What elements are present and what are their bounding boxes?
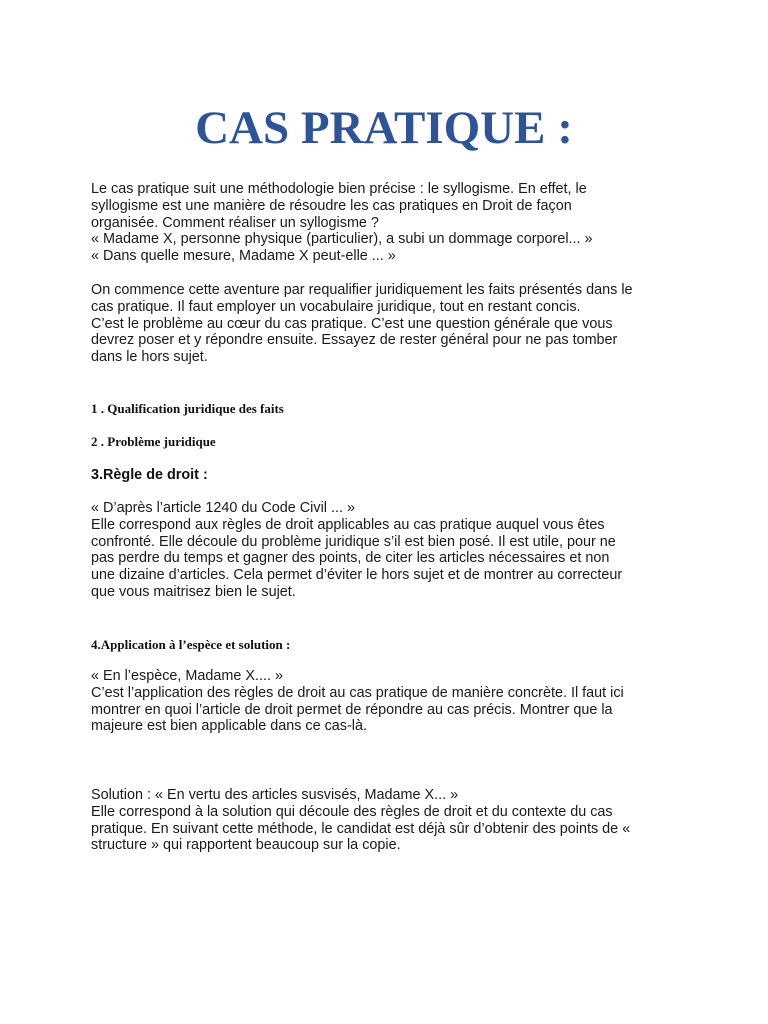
- text-line: Elle correspond à la solution qui découle des règles de droit et du contexte du cas: [91, 803, 613, 820]
- section-heading-regle: 3.Règle de droit :: [91, 467, 208, 483]
- text-line: confronté. Elle découle du problème juridique s’il est bien posé. Il est utile, pour ne: [91, 533, 616, 550]
- text-line: syllogisme est une manière de résoudre les cas pratiques en Droit de façon: [91, 197, 572, 214]
- text-line: dans le hors sujet.: [91, 349, 208, 366]
- regle-paragraph: [91, 500, 691, 601]
- intro-paragraph: [91, 181, 691, 265]
- document-title: CAS PRATIQUE :: [195, 102, 573, 154]
- text-line: devrez poser et y répondre ensuite. Essayez de rester général pour ne pas tomber: [91, 332, 618, 349]
- text-line: majeure est bien applicable dans ce cas-là.: [91, 718, 367, 735]
- text-line: On commence cette aventure par requalifier juridiquement les faits présentés dans le: [91, 282, 633, 298]
- text-line: Elle correspond aux règles de droit applicables au cas pratique auquel vous êtes: [91, 516, 605, 533]
- text-line: Le cas pratique suit une méthodologie bien précise : le syllogisme. En effet, le: [91, 181, 587, 197]
- text-line: « Madame X, personne physique (particulier), a subi un dommage corporel... »: [91, 231, 593, 248]
- section-heading-probleme: 2 . Problème juridique: [91, 434, 216, 449]
- text-line: Solution : « En vertu des articles susvisés, Madame X... »: [91, 787, 459, 803]
- text-line: C’est l’application des règles de droit au cas pratique de manière concrète. Il faut ici: [91, 684, 624, 701]
- method-paragraph: [91, 282, 691, 366]
- text-line: « D’après l’article 1240 du Code Civil ... »: [91, 500, 355, 516]
- text-line: cas pratique. Il faut employer un vocabulaire juridique, tout en restant concis.: [91, 298, 581, 315]
- text-line: montrer en quoi l’article de droit permet de répondre au cas précis. Montrer que la: [91, 701, 613, 718]
- section-heading-qualification: 1 . Qualification juridique des faits: [91, 401, 284, 416]
- application-paragraph: [91, 668, 691, 735]
- section-heading-application: 4.Application à l’espèce et solution :: [91, 637, 291, 652]
- text-line: structure » qui rapportent beaucoup sur la copie.: [91, 837, 401, 854]
- text-line: pratique. En suivant cette méthode, le candidat est déjà sûr d’obtenir des points de «: [91, 820, 631, 837]
- text-line: pas perdre du temps et gagner des points, de citer les articles nécessaires et non: [91, 550, 610, 567]
- text-line: une dizaine d’articles. Cela permet d’éviter le hors sujet et de montrer au correcteur: [91, 567, 623, 584]
- text-line: que vous maitrisez bien le sujet.: [91, 583, 296, 600]
- text-line: organisée. Comment réaliser un syllogisme ?: [91, 214, 379, 231]
- text-line: C’est le problème au cœur du cas pratique. C’est une question générale que vous: [91, 315, 613, 332]
- solution-paragraph: [91, 787, 691, 854]
- text-line: « Dans quelle mesure, Madame X peut-elle ... »: [91, 248, 396, 265]
- text-line: « En l’espèce, Madame X.... »: [91, 668, 283, 684]
